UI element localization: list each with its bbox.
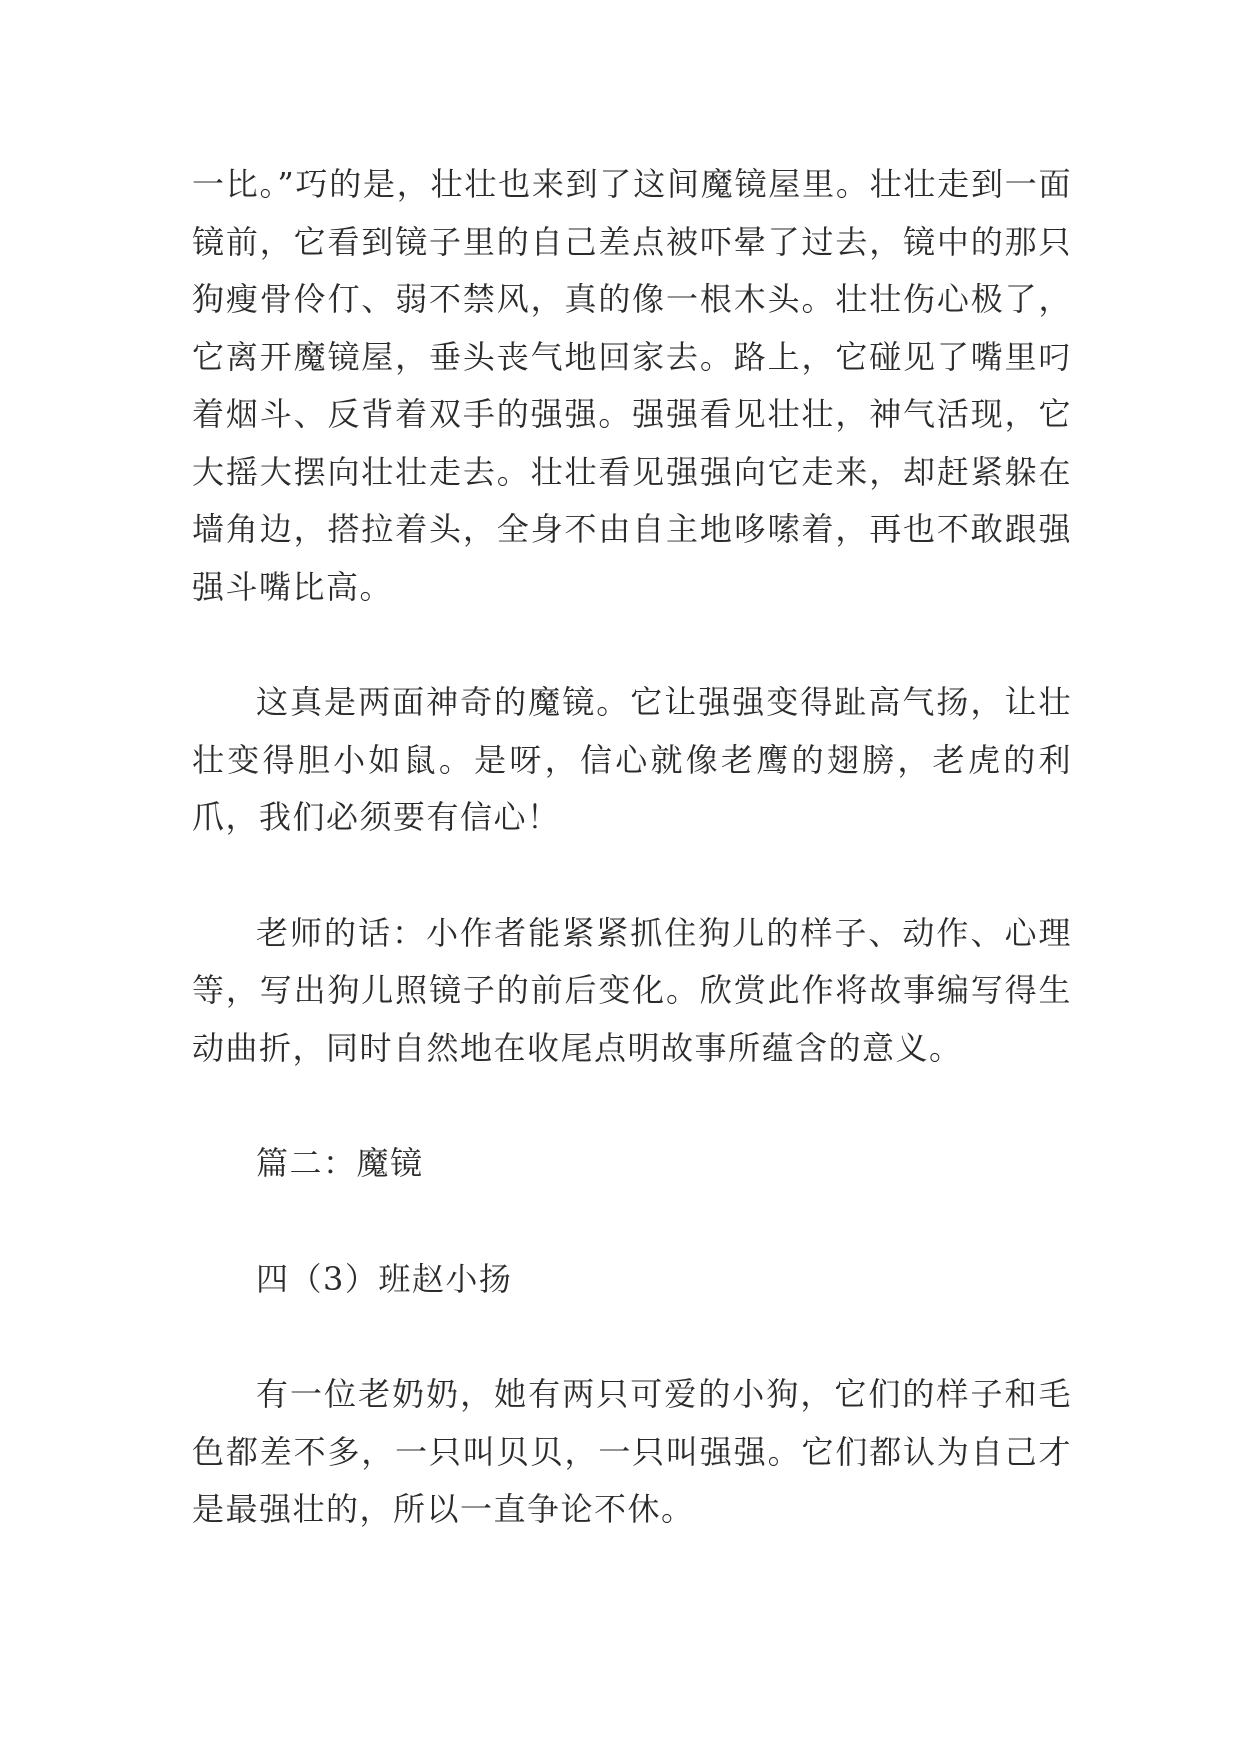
paragraph-story-continuation: 一比。”巧的是，壮壮也来到了这间魔镜屋里。壮壮走到一面镜前，它看到镜子里的自己差点被吓晕了过去，镜中的那只狗瘦骨伶仃、弱不禁风，真的像一根木头。壮壮伤心极了，它离开魔镜屋，垂头丧气地回家去。路上，它碰见了嘴里叼着烟斗、反背着双手的强强。强强看见壮壮，神气活现，它大摇大摆向壮壮走去。壮壮看见强强向它走来，却赶紧躲在墙角边，搭拉着头，全身不由自主地哆嗦着，再也不敢跟强强斗嘴比高。 bbox=[192, 165, 1072, 606]
paragraph-teacher-comment: 老师的话：小作者能紧紧抓住狗儿的样子、动作、心理等，写出狗儿照镜子的前后变化。欣赏此作将故事编写得生动曲折，同时自然地在收尾点明故事所蕴含的意义。 bbox=[192, 913, 1072, 1067]
section-title: 篇二：魔镜 bbox=[256, 1144, 424, 1182]
document-body bbox=[192, 156, 1072, 1597]
paragraph-story-conclusion: 这真是两面神奇的魔镜。它让强强变得趾高气扬，让壮壮变得胆小如鼠。是呀，信心就像老鹰的翅膀，老虎的利爪，我们必须要有信心！ bbox=[192, 683, 1072, 836]
paragraph-story-opening: 有一位老奶奶，她有两只可爱的小狗，它们的样子和毛色都差不多，一只叫贝贝，一只叫强强。它们都认为自己才是最强壮的，所以一直争论不休。 bbox=[192, 1375, 1072, 1528]
author-line: 四（3）班赵小扬 bbox=[256, 1259, 513, 1298]
